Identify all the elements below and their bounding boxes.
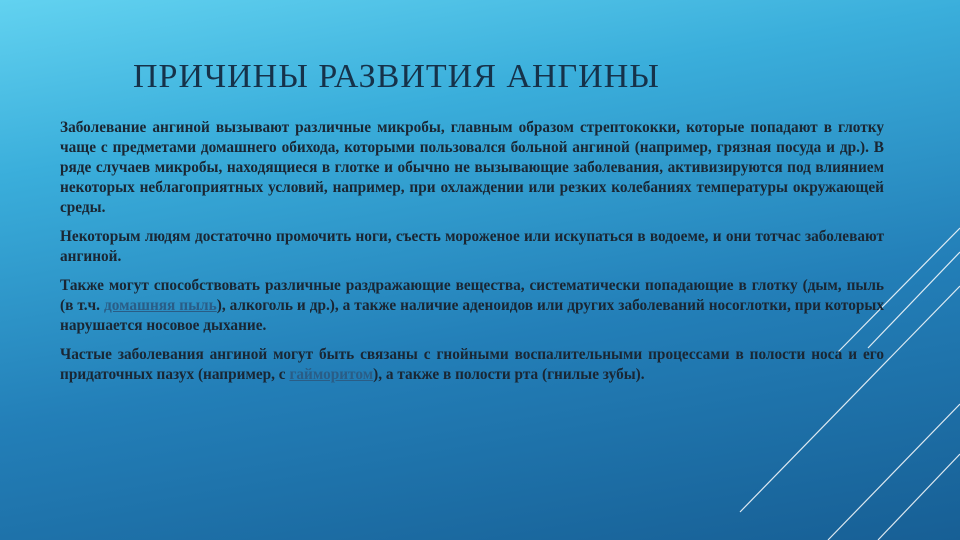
slide-content	[60, 118, 884, 394]
paragraph-sinus-text-end: ), а также в полости рта (гнилые зубы).	[373, 366, 645, 383]
decor-line	[878, 454, 960, 540]
link-house-dust[interactable]: домашняя пыль	[103, 297, 217, 314]
paragraph-irritants-text-start: Также могут способствовать различные раздражающие вещества, систематически попадающие в глотку (дым, пыль (в т.ч.	[60, 277, 884, 314]
slide-title: ПРИЧИНЫ РАЗВИТИЯ АНГИНЫ	[133, 58, 660, 95]
paragraph-triggers: Некоторым людям достаточно промочить ноги, съесть мороженое или искупаться в водоеме, и они тотчас заболевают ангиной.	[60, 228, 884, 265]
paragraph-irritants	[60, 276, 884, 336]
paragraph-sinus-text-start: Частые заболевания ангиной могут быть связаны с гнойными воспалительными процессами в полости носа и его придаточных пазух (например, с	[60, 346, 884, 383]
paragraph-irritants-text-end: ), алкоголь и др.), а также наличие аденоидов или других заболеваний носоглотки, при которых нарушается носовое дыхание.	[60, 297, 884, 334]
decor-line	[828, 404, 960, 540]
paragraph-causes: Заболевание ангиной вызывают различные микробы, главным образом стрептококки, которые попадают в глотку чаще с предметами домашнего обихода, которыми пользовался больной ангиной (например, грязная посуда и др.). В ряде случаев микробы, находящиеся в глотке и обычно не вызывающие заболевания, активизируются под влиянием некоторых неблагоприятных условий, например, при охлаждении или резких колебаниях температуры окружающей среды.	[60, 119, 884, 216]
paragraph-sinus	[60, 345, 884, 385]
link-sinusitis[interactable]: гайморитом	[289, 366, 374, 383]
